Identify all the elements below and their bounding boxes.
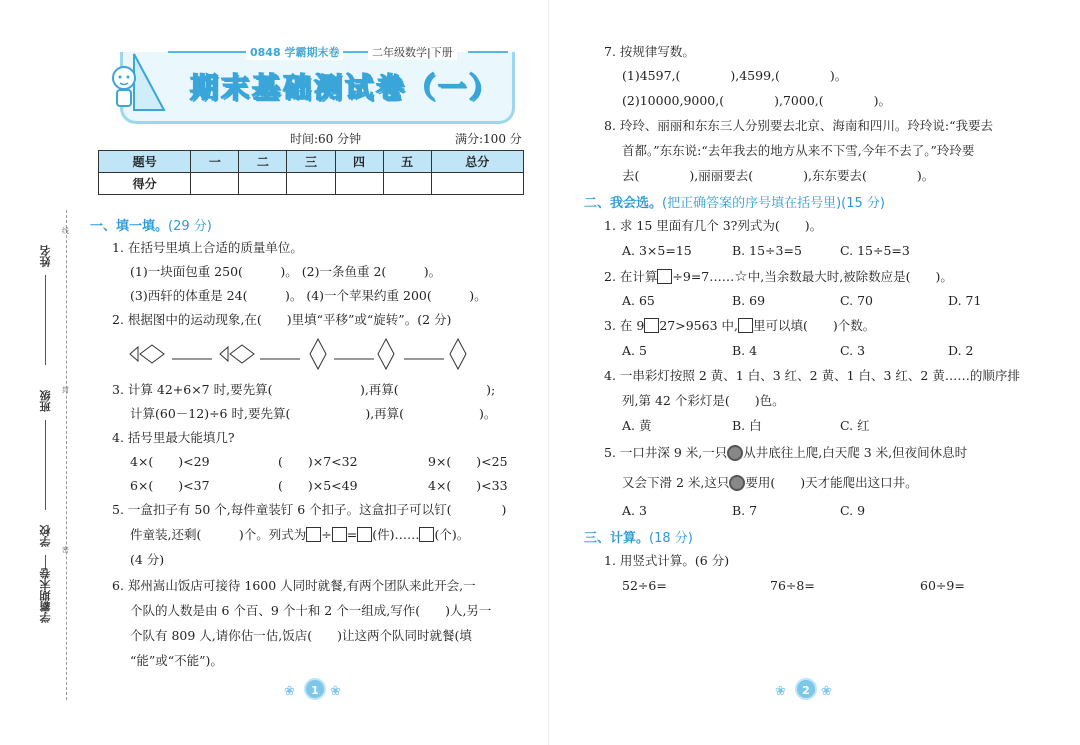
score-header: 三 (287, 151, 335, 173)
question-1-3-b: 计算(60－12)÷6 时,要先算( ),再算( )。 (130, 406, 497, 421)
score-cell[interactable] (335, 173, 383, 195)
option: B. 15÷3=5 (732, 243, 802, 258)
question-1-4-item: 4×( )<33 (428, 478, 508, 493)
question-1-1: 1. 在括号里填上合适的质量单位。 (112, 240, 303, 255)
question-1-7: 7. 按规律写数。 (604, 44, 695, 59)
option: C. 9 (840, 503, 866, 518)
question-1-3-a: 3. 计算 42+6×7 时,要先算( ),再算( ); (112, 382, 496, 397)
page-fold (548, 0, 549, 745)
question-2-1: 1. 求 15 里面有几个 3?列式为( )。 (604, 218, 823, 233)
option: A. 3 (622, 503, 647, 518)
question-1-5-b: 件童装,还剩( )个。列式为 ÷ = (件)…… (个)。 (130, 527, 470, 542)
question-1-6-a: 6. 郑州嵩山饭店可接待 1600 人同时就餐,有两个团队来此开会,一 (112, 578, 476, 593)
answer-box[interactable] (306, 527, 321, 542)
option: A. 5 (622, 343, 647, 358)
cut-mark: 密 (62, 546, 69, 554)
answer-box[interactable] (332, 527, 347, 542)
option: D. 2 (948, 343, 974, 358)
cut-line (66, 210, 67, 700)
option: C. 70 (840, 293, 873, 308)
question-1-5-c: (4 分) (130, 552, 165, 567)
score-cell[interactable] (287, 173, 335, 195)
option: B. 4 (732, 343, 758, 358)
question-1-6-c: 个队有 809 人,请你估一估,饭店( )让这两个队同时就餐(填 (130, 628, 472, 643)
question-1-1-b: (3)西轩的体重是 24( )。 (4)一个苹果约重 200( )。 (130, 288, 487, 303)
option: A. 65 (622, 293, 655, 308)
snail-icon (729, 475, 745, 491)
option: C. 红 (840, 418, 870, 433)
binding-strip (0, 0, 90, 745)
option: C. 15÷5=3 (840, 243, 910, 258)
score-header: 题号 (99, 151, 191, 173)
answer-box[interactable] (419, 527, 434, 542)
name-blank (45, 275, 46, 365)
option: B. 69 (732, 293, 766, 308)
school-label: 学校 (39, 525, 52, 547)
score-header: 总分 (431, 151, 523, 173)
series-line (168, 44, 508, 60)
option: A. 3×5=15 (622, 243, 692, 258)
question-1-4-item: 4×( )<29 (130, 454, 210, 469)
name-label: 姓名 (39, 245, 52, 267)
square-icon (657, 269, 672, 284)
motion-diagram (128, 337, 478, 371)
question-2-3: 3. 在 9 27>9563 中, 里可以填( )个数。 (604, 318, 876, 333)
question-1-1-a: (1)一块面包重 250( )。 (2)一条鱼重 2( )。 (130, 264, 442, 279)
page-number-2: ❀ 2 ❀ (773, 678, 833, 702)
series-logo: 0848 学霸期末卷 (246, 44, 343, 60)
question-1-7-b: (2)10000,9000,( ),7000,( )。 (622, 93, 891, 108)
question-1-6-d: “能”或“不能”)。 (130, 653, 223, 668)
question-2-4-a: 4. 一串彩灯按照 2 黄、1 白、3 红、2 黄、1 白、3 红、2 黄……的顺序排 (604, 368, 1020, 383)
question-1-4-item: ( )×7<32 (278, 454, 358, 469)
option: C. 3 (840, 343, 866, 358)
option: B. 7 (732, 503, 758, 518)
cut-mark: 封 (62, 386, 69, 394)
question-1-8-b: 首都。”东东说:“去年我去的地方从来不下雪,今年不去了。”玲玲要 (622, 143, 975, 158)
question-1-8-a: 8. 玲玲、丽丽和东东三人分别要去北京、海南和四川。玲玲说:“我要去 (604, 118, 994, 133)
score-header: 四 (335, 151, 383, 173)
cut-mark: 线 (62, 227, 69, 235)
score-header: 一 (191, 151, 239, 173)
question-2-5-b: 又会下滑 2 米,这只 要用( )天才能爬出这口井。 (622, 475, 918, 490)
score-cell[interactable] (383, 173, 431, 195)
question-1-4-item: 6×( )<37 (130, 478, 210, 493)
question-1-4: 4. 括号里最大能填几? (112, 430, 235, 445)
calc-item: 60÷9= (920, 578, 965, 593)
calc-item: 76÷8= (770, 578, 815, 593)
answer-box[interactable] (357, 527, 372, 542)
question-3-1: 1. 用竖式计算。(6 分) (604, 553, 730, 568)
score-row-label: 得分 (99, 173, 191, 195)
square-icon (738, 318, 753, 333)
mascot-icon (104, 50, 168, 114)
question-1-2: 2. 根据图中的运动现象,在( )里填“平移”或“旋转”。(2 分) (112, 312, 452, 327)
question-1-4-item: ( )×5<49 (278, 478, 358, 493)
question-2-4-b: 列,第 42 个彩灯是( )色。 (622, 393, 785, 408)
question-1-7-a: (1)4597,( ),4599,( )。 (622, 68, 848, 83)
score-cell[interactable] (239, 173, 287, 195)
full-score: 满分:100 分 (455, 132, 522, 146)
option: B. 白 (732, 418, 762, 433)
grade-label: 二年级数学|下册 (368, 44, 457, 60)
question-1-6-b: 个队的人数是由 6 个百、9 个十和 2 个一组成,写作( )人,另一 (130, 603, 492, 618)
option: D. 71 (948, 293, 982, 308)
score-header: 二 (239, 151, 287, 173)
score-header: 五 (383, 151, 431, 173)
series-label: 学霸期末卷 (39, 568, 52, 623)
score-cell[interactable] (191, 173, 239, 195)
page-title: 期末基础测试卷（一） (190, 71, 501, 104)
snail-icon (727, 445, 743, 461)
score-cell[interactable] (431, 173, 523, 195)
section-1-title: 一、填一填。(29 分) (90, 219, 212, 234)
question-2-5-a: 5. 一口井深 9 米,一只 从井底往上爬,白天爬 3 米,但夜间休息时 (604, 445, 968, 460)
square-icon (644, 318, 659, 333)
page-number-1: ❀ 1 ❀ (282, 678, 342, 702)
question-1-5-a: 5. 一盒扣子有 50 个,每件童装钉 6 个扣子。这盒扣子可以钉( ) (112, 502, 507, 517)
time-limit: 时间:60 分钟 (290, 132, 362, 146)
section-3-title: 三、计算。(18 分) (584, 531, 693, 546)
score-table (98, 150, 524, 195)
section-2-title: 二、我会选。(把正确答案的序号填在括号里)(15 分) (584, 196, 885, 211)
option: A. 黄 (622, 418, 652, 433)
star-icon: ☆ (734, 267, 748, 285)
question-2-2: 2. 在计算 ÷9=7……☆中,当余数最大时,被除数应是( )。 (604, 267, 953, 285)
class-label: 班级 (39, 390, 52, 412)
question-1-8-c: 去( ),丽丽要去( ),东东要去( )。 (622, 168, 935, 183)
calc-item: 52÷6= (622, 578, 667, 593)
question-1-4-item: 9×( )<25 (428, 454, 508, 469)
class-blank (45, 420, 46, 510)
